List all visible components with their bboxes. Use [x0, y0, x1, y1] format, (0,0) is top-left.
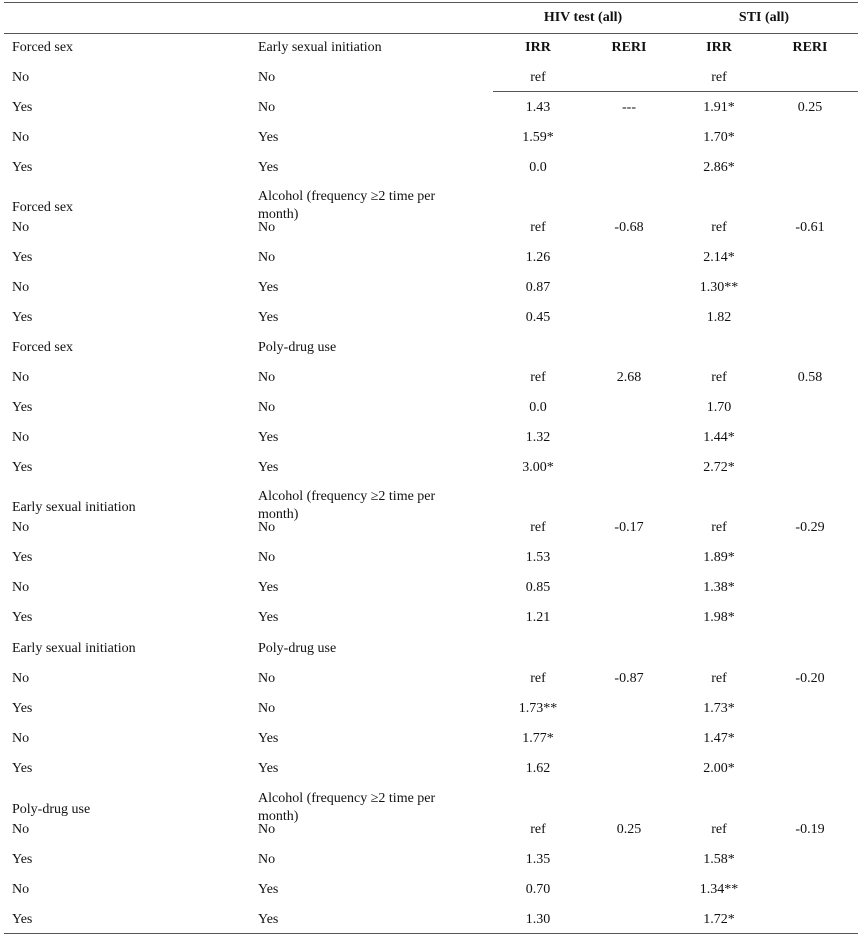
- irr-header: IRR: [525, 40, 551, 55]
- hiv-reri-value: -0.68: [614, 220, 644, 235]
- hiv-irr-value: 0.45: [525, 310, 551, 325]
- row-factor2-value: No: [258, 550, 276, 565]
- row-factor1-value: No: [12, 580, 30, 595]
- hiv-reri-value: ---: [622, 100, 636, 115]
- hiv-reri-value: 0.25: [616, 822, 642, 837]
- row-factor1-value: No: [12, 520, 30, 535]
- factor2-label: Alcohol (frequency ≥2 time per month): [258, 189, 436, 222]
- row-factor2-value: No: [258, 220, 276, 235]
- hiv-irr-value: 1.43: [525, 100, 551, 115]
- row-factor2-value: No: [258, 400, 276, 415]
- sti-irr-value: 1.34**: [699, 882, 739, 897]
- header-rule: [4, 33, 858, 34]
- row-factor1-value: No: [12, 280, 30, 295]
- sti-irr-value: 1.89*: [703, 550, 735, 565]
- hiv-irr-value: 1.26: [525, 250, 551, 265]
- factor2-label: Early sexual initiation: [258, 40, 382, 55]
- hiv-irr-value: 3.00*: [522, 460, 554, 475]
- row-factor1-value: Yes: [12, 912, 33, 927]
- row-factor2-value: No: [258, 671, 276, 686]
- hiv-reri-value: 2.68: [616, 370, 642, 385]
- row-factor1-value: Yes: [12, 610, 33, 625]
- sti-reri-value: -0.61: [795, 220, 825, 235]
- sti-irr-value: 1.82: [706, 310, 732, 325]
- sti-reri-value: -0.19: [795, 822, 825, 837]
- row-factor1-value: No: [12, 370, 30, 385]
- hiv-irr-value: 0.87: [525, 280, 551, 295]
- top-rule: [4, 2, 858, 3]
- row-factor2-value: Yes: [258, 130, 279, 145]
- sti-irr-value: ref: [711, 520, 727, 535]
- hiv-irr-value: 0.85: [525, 580, 551, 595]
- sti-irr-value: 1.73*: [703, 701, 735, 716]
- row-factor2-value: Yes: [258, 912, 279, 927]
- sti-reri-value: 0.25: [797, 100, 823, 115]
- row-factor1-value: Yes: [12, 160, 33, 175]
- sti-irr-value: 1.98*: [703, 610, 735, 625]
- row-factor2-value: No: [258, 250, 276, 265]
- irr-header: IRR: [706, 40, 732, 55]
- row-factor2-value: Yes: [258, 761, 279, 776]
- sti-irr-value: ref: [711, 671, 727, 686]
- row-factor1-value: Yes: [12, 701, 33, 716]
- sti-group-header: STI (all): [738, 10, 790, 25]
- row-factor1-value: Yes: [12, 310, 33, 325]
- sti-irr-value: 2.72*: [703, 460, 735, 475]
- row-factor2-value: Yes: [258, 430, 279, 445]
- hiv-irr-value: 1.62: [525, 761, 551, 776]
- factor1-label: Forced sex: [12, 40, 74, 55]
- row-factor1-value: Yes: [12, 852, 33, 867]
- hiv-irr-value: 1.53: [525, 550, 551, 565]
- sti-irr-value: ref: [711, 370, 727, 385]
- reri-header: RERI: [611, 40, 647, 55]
- factor2-label: Poly-drug use: [258, 641, 337, 656]
- ref-row-rule: [493, 91, 858, 92]
- row-factor1-value: Yes: [12, 100, 33, 115]
- hiv-reri-value: -0.87: [614, 671, 644, 686]
- row-factor1-value: Yes: [12, 460, 33, 475]
- factor2-label: Alcohol (frequency ≥2 time per month): [258, 791, 436, 824]
- bottom-rule: [4, 933, 858, 934]
- row-factor2-value: Yes: [258, 580, 279, 595]
- sti-irr-value: 1.70*: [703, 130, 735, 145]
- row-factor2-value: Yes: [258, 610, 279, 625]
- row-factor2-value: No: [258, 520, 276, 535]
- sti-irr-value: 1.91*: [703, 100, 735, 115]
- row-factor2-value: Yes: [258, 160, 279, 175]
- factor2-label: Alcohol (frequency ≥2 time per month): [258, 489, 436, 522]
- sti-irr-value: 1.58*: [703, 852, 735, 867]
- hiv-irr-value: 0.0: [529, 400, 547, 415]
- row-factor2-value: No: [258, 70, 276, 85]
- hiv-irr-value: ref: [530, 370, 546, 385]
- hiv-irr-value: ref: [530, 822, 546, 837]
- row-factor1-value: No: [12, 731, 30, 746]
- row-factor2-value: Yes: [258, 882, 279, 897]
- factor2-label: Poly-drug use: [258, 340, 337, 355]
- sti-irr-value: 2.00*: [703, 761, 735, 776]
- sti-irr-value: 1.47*: [703, 731, 735, 746]
- factor1-label: Early sexual initiation: [12, 500, 136, 515]
- row-factor2-value: Yes: [258, 310, 279, 325]
- row-factor1-value: No: [12, 671, 30, 686]
- row-factor1-value: Yes: [12, 250, 33, 265]
- sti-irr-value: 1.44*: [703, 430, 735, 445]
- sti-irr-value: 1.70: [706, 400, 732, 415]
- sti-irr-value: ref: [711, 70, 727, 85]
- sti-irr-value: 1.38*: [703, 580, 735, 595]
- hiv-irr-value: 0.70: [525, 882, 551, 897]
- row-factor2-value: No: [258, 100, 276, 115]
- hiv-irr-value: 1.59*: [522, 130, 554, 145]
- sti-reri-value: -0.20: [795, 671, 825, 686]
- reri-header: RERI: [792, 40, 828, 55]
- row-factor1-value: Yes: [12, 400, 33, 415]
- row-factor2-value: Yes: [258, 280, 279, 295]
- sti-irr-value: 1.30**: [699, 280, 739, 295]
- factor1-label: Forced sex: [12, 340, 74, 355]
- row-factor2-value: Yes: [258, 460, 279, 475]
- sti-reri-value: 0.58: [797, 370, 823, 385]
- row-factor1-value: No: [12, 822, 30, 837]
- row-factor2-value: No: [258, 370, 276, 385]
- hiv-irr-value: 1.73**: [518, 701, 558, 716]
- hiv-irr-value: 1.30: [525, 912, 551, 927]
- hiv-test-group-header: HIV test (all): [543, 10, 623, 25]
- sti-irr-value: ref: [711, 822, 727, 837]
- row-factor1-value: Yes: [12, 761, 33, 776]
- hiv-irr-value: 0.0: [529, 160, 547, 175]
- sti-irr-value: 2.86*: [703, 160, 735, 175]
- hiv-irr-value: 1.32: [525, 430, 551, 445]
- row-factor2-value: No: [258, 701, 276, 716]
- factor1-label: Forced sex: [12, 200, 74, 215]
- hiv-irr-value: ref: [530, 220, 546, 235]
- sti-irr-value: 2.14*: [703, 250, 735, 265]
- row-factor1-value: No: [12, 130, 30, 145]
- sti-irr-value: ref: [711, 220, 727, 235]
- row-factor1-value: No: [12, 430, 30, 445]
- factor1-label: Poly-drug use: [12, 802, 91, 817]
- hiv-irr-value: 1.21: [525, 610, 551, 625]
- hiv-irr-value: 1.35: [525, 852, 551, 867]
- hiv-irr-value: ref: [530, 70, 546, 85]
- hiv-irr-value: ref: [530, 671, 546, 686]
- sti-irr-value: 1.72*: [703, 912, 735, 927]
- row-factor1-value: No: [12, 882, 30, 897]
- hiv-reri-value: -0.17: [614, 520, 644, 535]
- row-factor1-value: No: [12, 70, 30, 85]
- hiv-irr-value: ref: [530, 520, 546, 535]
- factor1-label: Early sexual initiation: [12, 641, 136, 656]
- hiv-irr-value: 1.77*: [522, 731, 554, 746]
- row-factor2-value: No: [258, 852, 276, 867]
- row-factor1-value: No: [12, 220, 30, 235]
- row-factor2-value: No: [258, 822, 276, 837]
- row-factor2-value: Yes: [258, 731, 279, 746]
- results-table: [4, 0, 858, 936]
- sti-reri-value: -0.29: [795, 520, 825, 535]
- row-factor1-value: Yes: [12, 550, 33, 565]
